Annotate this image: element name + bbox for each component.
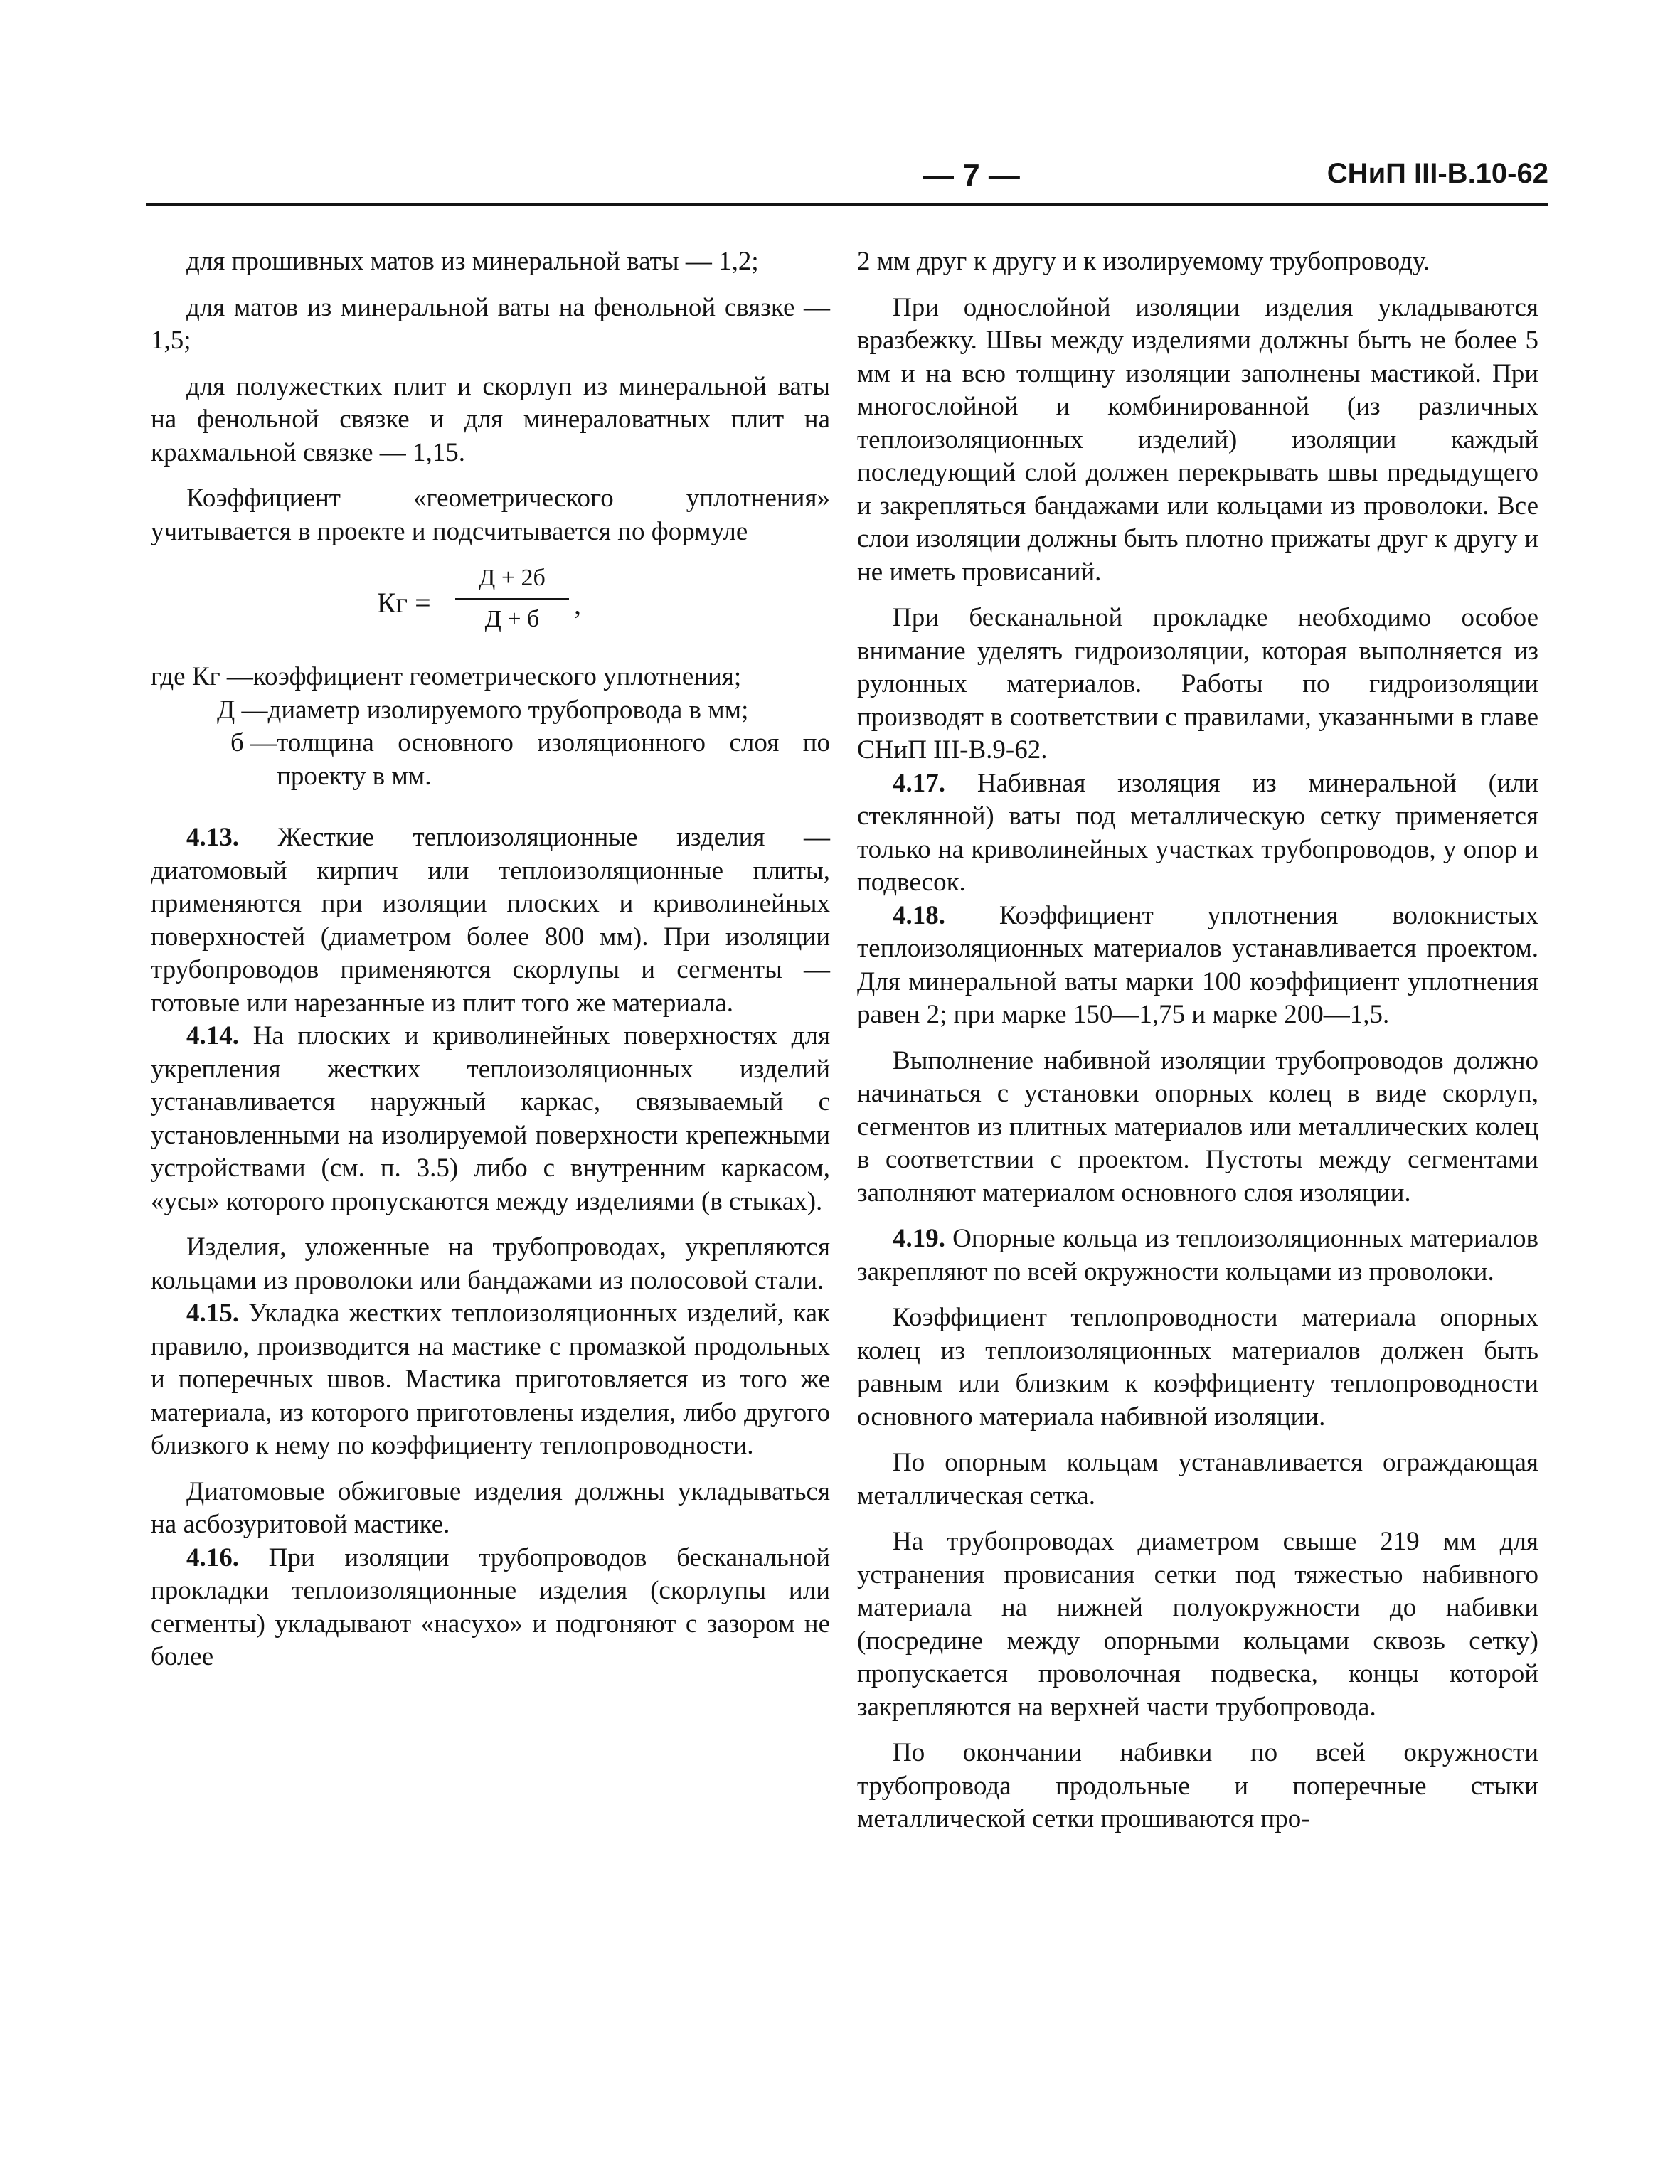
formula (151, 561, 830, 645)
section-4-18 (857, 900, 1538, 1032)
paragraph: При однослойной изоляции изделия укладываются вразбежку. Швы между изделиями должны быть не более 5 мм и на всю толщину изоляции заполнены мастикой. При многослойной и комбинированной (из различных теплоизоляционных изделий) изоляции каждый последующий слой должен перекрывать швы предыдущего и закрепляться бандажами или кольцами из проволоки. Все слои изоляции должны быть плотно прижаты друг к другу и не иметь провисаний. (857, 292, 1538, 587)
section-4-19 (857, 1222, 1538, 1289)
section-text: При изоляции трубопроводов бесканальной прокладки теплоизоляционные изделия (скорлупы или сегменты) укладывают «насухо» и подгоняют с зазором не более (151, 1543, 830, 1671)
definition-text: диаметр изолируемого трубопровода в мм; (267, 695, 749, 725)
definition-text: толщина основного изоляционного слоя по проекту в мм. (277, 728, 830, 791)
definition-item (151, 694, 830, 728)
left-column (151, 245, 830, 1674)
paragraph: Диатомовые обжиговые изделия должны укладываться на асбозуритовой мастике. (151, 1476, 830, 1539)
formula-comma: , (574, 588, 581, 620)
paragraph: для матов из минеральной ваты на фенольной связке — 1,5; (151, 292, 830, 355)
section-number: 4.19. (893, 1224, 945, 1253)
definition-item (151, 727, 830, 793)
header-rule (146, 203, 1548, 206)
page-number: — 7 — (923, 158, 1020, 193)
paragraph: По окончании набивки по всей окружности трубопровода продольные и поперечные стыки металлической сетки прошиваются про- (857, 1738, 1538, 1833)
paragraph: Коэффициент теплопроводности материала опорных колец из теплоизоляционных материалов должен быть равным или близким к коэффициенту теплопроводности основного материала набивной изоляции. (857, 1303, 1538, 1432)
definition-item (151, 661, 830, 694)
document-code: СНиП III-В.10-62 (1327, 158, 1548, 189)
section-4-16 (151, 1542, 830, 1674)
section-4-15 (151, 1297, 830, 1463)
formula-fraction (455, 561, 569, 636)
formula-numerator: Д + 2б (455, 561, 569, 600)
section-number: 4.17. (893, 768, 945, 798)
paragraph: По опорным кольцам устанавливается ограждающая металлическая сетка. (857, 1448, 1538, 1511)
section-4-14 (151, 1020, 830, 1218)
formula-denominator: Д + б (484, 606, 540, 632)
right-column (857, 245, 1538, 1836)
definition-text: коэффициент геометрического уплотнения; (252, 662, 742, 691)
section-text: Опорные кольца из теплоизоляционных материалов закрепляют по всей окружности кольцами из проволоки. (857, 1224, 1538, 1287)
section-number: 4.18. (893, 900, 945, 930)
formula-lhs: Кг = (377, 587, 431, 619)
section-text: Набивная изоляция из минеральной (или стеклянной) ваты под металлическую сетку применяется только на криволинейных участках трубопроводов, у опор и подвесок. (857, 768, 1538, 897)
section-number: 4.15. (186, 1299, 239, 1328)
paragraph: для полужестких плит и скорлуп из минеральной ваты на фенольной связке и для минераловатных плит на крахмальной связке — 1,15. (151, 371, 830, 467)
paragraph: Коэффициент «геометрического уплотнения» учитывается в проекте и подсчитывается по формуле (151, 484, 830, 546)
section-number: 4.16. (186, 1543, 239, 1572)
definitions (151, 661, 830, 793)
section-text: Коэффициент уплотнения волокнистых теплоизоляционных материалов устанавливается проектом. Для минеральной ваты марки 100 коэффициент уплотнения равен 2; при марке 150—1,75 и марке 200—1,5. (857, 900, 1538, 1029)
definition-term: б — (230, 728, 277, 757)
paragraph: 2 мм друг к другу и к изолируемому трубопроводу. (857, 247, 1430, 276)
section-4-17 (857, 767, 1538, 900)
paragraph: На трубопроводах диаметром свыше 219 мм для устранения провисания сетки под тяжестью набивного материала на нижней полуокружности до набивки (посредине между опорными кольцами сквозь сетку) пропускается проволочная подвеска, концы которой закрепляются на верхней части трубопровода. (857, 1527, 1538, 1722)
page-header (146, 158, 1548, 208)
paragraph: Выполнение набивной изоляции трубопроводов должно начинаться с установки опорных колец в виде скорлуп, сегментов из плитных материалов или металлических колец в соответствии с проектом. Пустоты между сегментами заполняют материалом основного слоя изоляции. (857, 1045, 1538, 1208)
section-text: На плоских и криволинейных поверхностях для укрепления жестких теплоизоляционных изделий устанавливается наружный каркас, связываемый с установленными на изолируемой поверхности крепежными устройствами (см. п. 3.5) либо с внутренним каркасом, «усы» которого пропускаются между изделиями (в стыках). (151, 1021, 830, 1216)
section-text: Жесткие теплоизоляционные изделия — диатомовый кирпич или теплоизоляционные плиты, применяются при изоляции плоских и криволинейных поверхностей (диаметром более 800 мм). При изоляции трубопроводов применяются скорлупы и сегменты — готовые или нарезанные из плит того же материала. (151, 823, 830, 1018)
definition-term: Д — (217, 695, 268, 725)
paragraph: Изделия, уложенные на трубопроводах, укрепляются кольцами из проволоки или бандажами из полосовой стали. (151, 1232, 830, 1295)
section-number: 4.13. (186, 823, 239, 852)
definition-term: где Кг — (151, 662, 253, 691)
section-text: Укладка жестких теплоизоляционных изделий, как правило, производится на мастике с промазкой продольных и поперечных швов. Мастика приготовляется из того же материала, из которого приготовлены изделия, либо другого близкого к нему по коэффициенту теплопроводности. (151, 1299, 830, 1460)
section-number: 4.14. (186, 1021, 239, 1050)
section-4-13 (151, 821, 830, 1020)
paragraph: При бесканальной прокладке необходимо особое внимание уделять гидроизоляции, которая выполняется из рулонных материалов. Работы по гидроизоляции производят в соответствии с правилами, указанными в главе СНиП III-В.9-62. (857, 603, 1538, 765)
paragraph: для прошивных матов из минеральной ваты — 1,2; (186, 247, 759, 276)
